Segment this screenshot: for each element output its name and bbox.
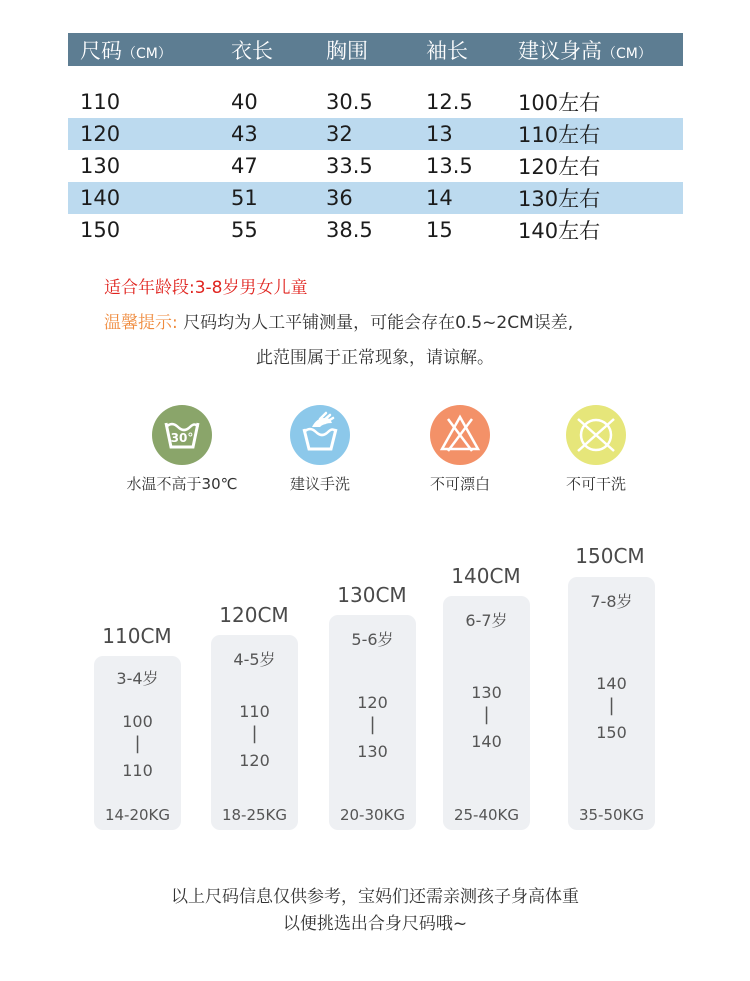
size-card-110: [94, 656, 181, 830]
card-age: 6-7岁: [465, 611, 508, 630]
care-label: 不可漂白: [429, 475, 490, 493]
cell-chest: 33.5: [326, 154, 373, 178]
cell-sleeve: 13.5: [426, 154, 473, 178]
cell-sleeve: 14: [426, 186, 453, 210]
card-age: 4-5岁: [233, 650, 276, 669]
card-height-divider: |: [608, 695, 615, 716]
header-sleeve: 袖长: [426, 38, 468, 63]
card-height-from: 100: [122, 712, 153, 731]
cell-chest: 32: [326, 122, 353, 146]
header-height: 建议身高（CM）: [518, 38, 652, 63]
table-row: [68, 214, 683, 246]
cell-size: 140: [80, 186, 121, 210]
cell-length: 55: [231, 218, 258, 242]
cell-length: 47: [231, 154, 258, 178]
card-height-to: 110: [122, 761, 153, 780]
card-age: 3-4岁: [116, 669, 159, 688]
measurement-tip-line2: 此范围属于正常现象，请谅解。: [256, 348, 494, 368]
care-label: 不可干洗: [565, 475, 626, 493]
card-weight: 20-30KG: [339, 806, 406, 824]
cell-size: 120: [80, 122, 121, 146]
no-dry-clean-icon: [566, 405, 626, 465]
care-item-no-dry-clean: [536, 405, 656, 494]
table-row: [68, 86, 683, 118]
footer-line-1: 以上尺码信息仅供参考，宝妈们还需亲测孩子身高体重: [171, 887, 579, 907]
card-height-from: 140: [596, 674, 627, 693]
cell-size: 150: [80, 218, 121, 242]
size-title-140: 140CM: [451, 564, 521, 588]
card-weight: 18-25KG: [221, 806, 288, 824]
cell-height: 120左右: [518, 155, 601, 179]
size-title-120: 120CM: [219, 603, 289, 627]
card-height-divider: |: [369, 714, 376, 735]
card-age: 5-6岁: [351, 630, 394, 649]
cell-length: 43: [231, 122, 258, 146]
wash-30-degree-icon: [152, 405, 212, 465]
card-height-divider: |: [251, 723, 258, 744]
no-bleach-icon: [430, 405, 490, 465]
card-height-from: 110: [239, 702, 270, 721]
table-row: [68, 182, 683, 214]
cell-chest: 38.5: [326, 218, 373, 242]
cell-chest: 36: [326, 186, 353, 210]
care-item-no-bleach: [400, 405, 520, 494]
size-card-130: [329, 615, 416, 830]
card-height-to: 150: [596, 723, 627, 742]
card-height-to: 120: [239, 751, 270, 770]
size-table: [68, 33, 683, 246]
wash-temp-badge: 30°: [170, 431, 194, 445]
tip-label: 温馨提示:: [104, 313, 178, 333]
table-row: [68, 150, 683, 182]
measurement-tip: [104, 308, 573, 333]
cell-sleeve: 13: [426, 122, 453, 146]
care-item-wash-30: [122, 405, 242, 494]
cell-size: 130: [80, 154, 121, 178]
card-weight: 35-50KG: [578, 806, 645, 824]
card-weight: 14-20KG: [104, 806, 171, 824]
care-item-hand-wash: [260, 405, 380, 494]
card-height-divider: |: [483, 704, 490, 725]
cell-sleeve: 12.5: [426, 90, 473, 114]
size-title-130: 130CM: [337, 583, 407, 607]
header-size: 尺码（CM）: [80, 38, 172, 63]
size-card-120: [211, 635, 298, 830]
cell-sleeve: 15: [426, 218, 453, 242]
card-height-from: 120: [357, 693, 388, 712]
cell-height: 130左右: [518, 187, 601, 211]
cell-chest: 30.5: [326, 90, 373, 114]
cell-length: 51: [231, 186, 258, 210]
cell-height: 100左右: [518, 91, 601, 115]
hand-wash-icon: [290, 405, 350, 465]
card-age: 7-8岁: [590, 592, 633, 611]
card-height-to: 130: [357, 742, 388, 761]
tip-text: 尺码均为人工平铺测量，可能会存在0.5~2CM误差,: [177, 313, 574, 333]
footer-line-2: 以便挑选出合身尺码哦~: [282, 914, 468, 934]
care-label: 水温不高于30℃: [126, 475, 238, 493]
header-length: 衣长: [231, 38, 273, 63]
cell-size: 110: [80, 90, 121, 114]
age-range-note: 适合年龄段:3-8岁男女儿童: [104, 278, 308, 298]
size-card-140: [443, 596, 530, 830]
table-row: [68, 118, 683, 150]
card-height-to: 140: [471, 732, 502, 751]
size-title-150: 150CM: [575, 544, 645, 568]
cell-height: 110左右: [518, 123, 601, 147]
care-label: 建议手洗: [289, 475, 350, 493]
card-weight: 25-40KG: [453, 806, 520, 824]
card-height-from: 130: [471, 683, 502, 702]
size-title-110: 110CM: [102, 624, 172, 648]
table-header: [68, 33, 683, 66]
card-height-divider: |: [134, 733, 141, 754]
cell-length: 40: [231, 90, 258, 114]
header-chest: 胸围: [326, 38, 368, 63]
cell-height: 140左右: [518, 219, 601, 243]
size-card-150: [568, 577, 655, 830]
